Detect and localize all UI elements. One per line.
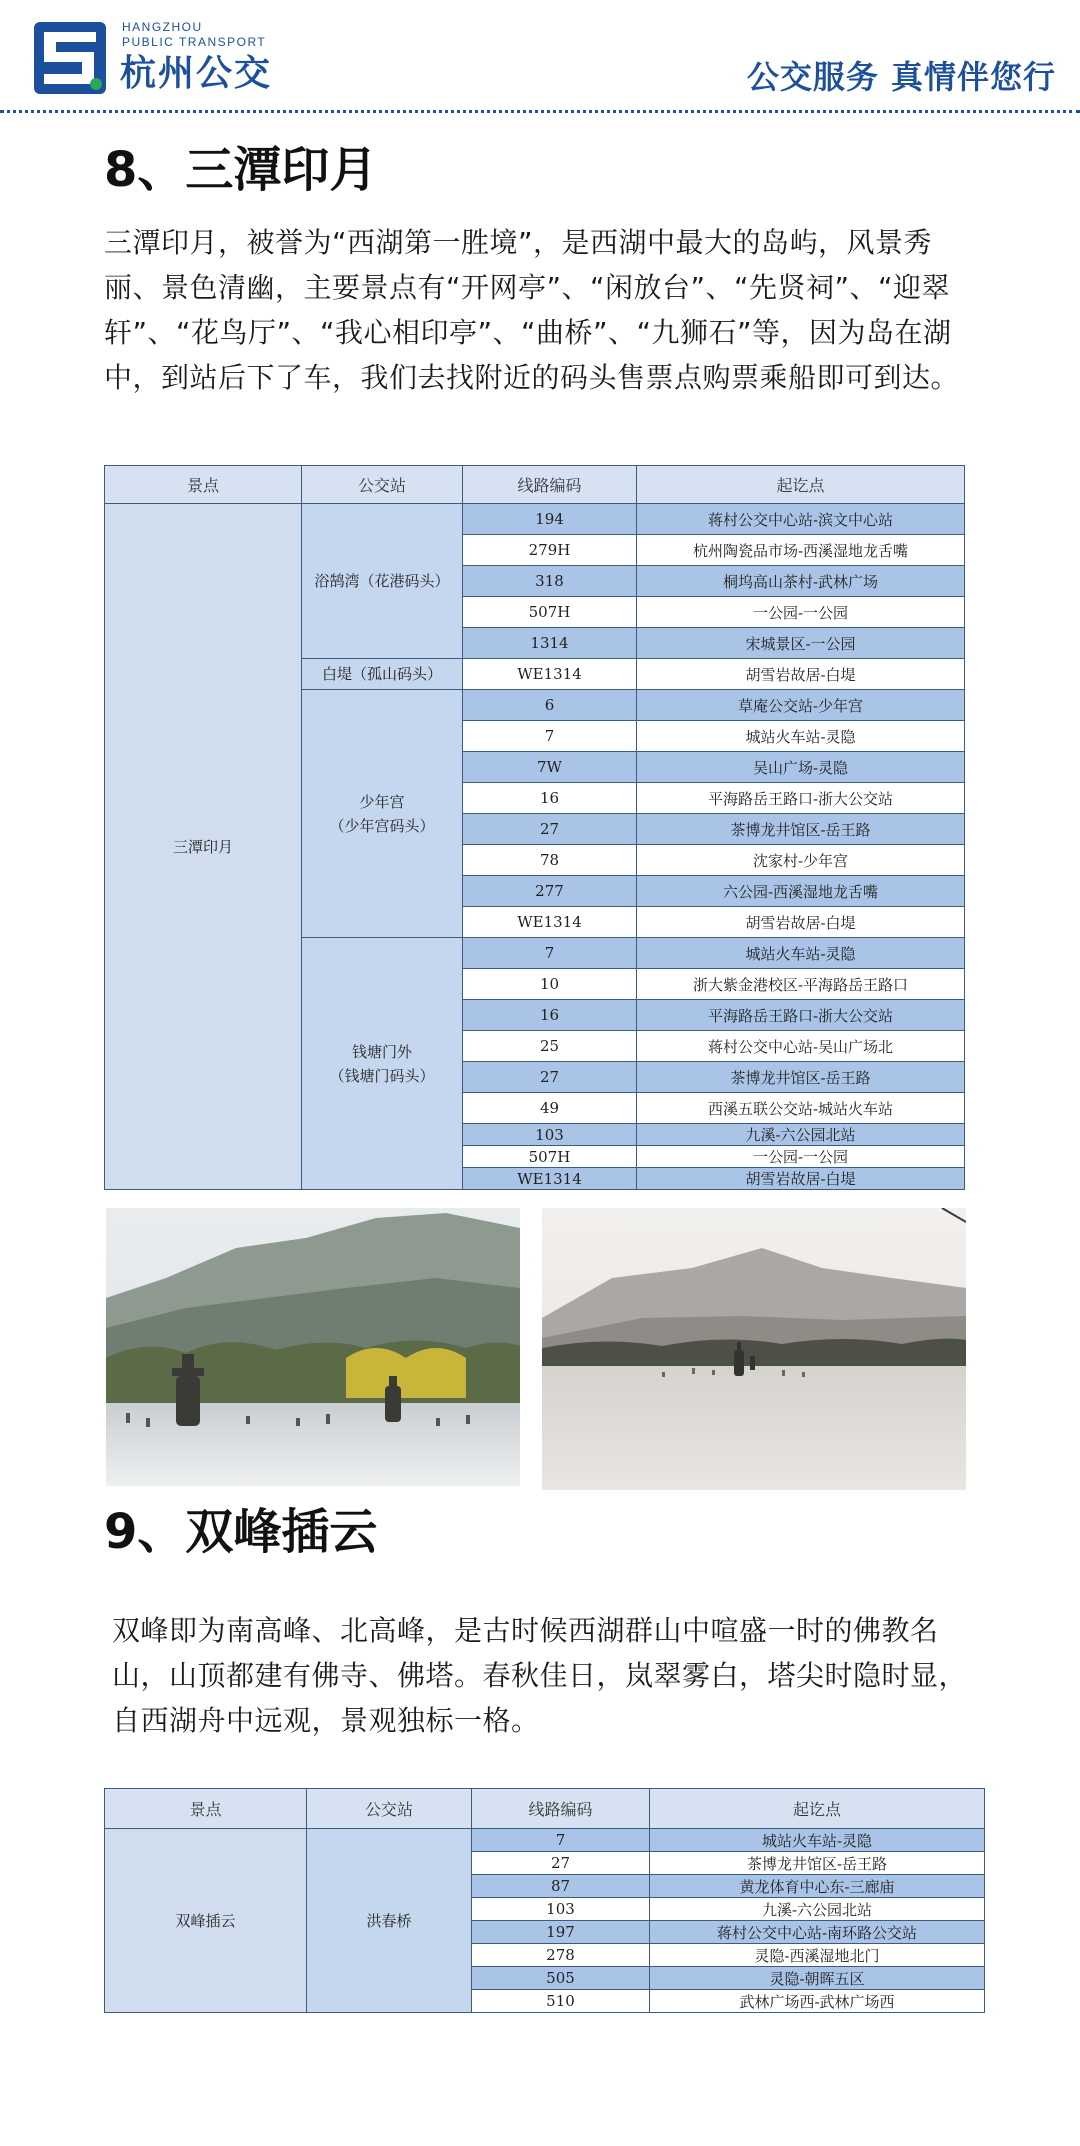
bus-stop-cell [302,504,463,659]
logo-english-text [122,20,266,50]
route-endpoints-cell: 西溪五联公交站-城站火车站 [637,1093,965,1124]
route-code-cell: 507H [463,597,637,628]
route-endpoints-cell: 蒋村公交中心站-吴山广场北 [637,1031,965,1062]
bus-stop-name: 洪春桥 [366,1911,412,1930]
route-endpoints-cell: 吴山广场-灵隐 [637,752,965,783]
column-header: 起讫点 [637,466,965,504]
table-row [105,1829,985,1852]
header-dotted-divider [0,110,1080,113]
route-code-cell: 1314 [463,628,637,659]
route-code-cell: 277 [463,876,637,907]
column-header: 线路编码 [472,1789,650,1829]
route-endpoints-cell: 宋城景区-一公园 [637,628,965,659]
route-code-cell: 103 [472,1898,650,1921]
column-header: 公交站 [302,466,463,504]
route-code-cell: 49 [463,1093,637,1124]
route-code-cell: 278 [472,1944,650,1967]
route-endpoints-cell: 胡雪岩故居-白堤 [637,907,965,938]
route-code-cell: 87 [472,1875,650,1898]
page-header [0,0,1080,112]
route-code-cell: 25 [463,1031,637,1062]
route-endpoints-cell: 茶博龙井馆区-岳王路 [650,1852,985,1875]
route-code-cell: 6 [463,690,637,721]
header-slogan: 公交服务 真情伴您行 [746,58,1056,96]
route-code-cell: 7W [463,752,637,783]
route-endpoints-cell: 平海路岳王路口-浙大公交站 [637,783,965,814]
column-header: 线路编码 [463,466,637,504]
route-code-cell: WE1314 [463,1168,637,1190]
route-code-cell: 7 [472,1829,650,1852]
table-header-row [105,1789,985,1829]
route-code-cell: 507H [463,1146,637,1168]
route-endpoints-cell: 六公园-西溪湿地龙舌嘴 [637,876,965,907]
route-endpoints-cell: 灵隐-朝晖五区 [650,1967,985,1990]
section8-bus-table [104,465,965,1190]
table-row [105,504,965,535]
hangzhou-bus-logo-icon [34,22,106,94]
section8-title: 8、三潭印月 [104,142,378,198]
route-endpoints-cell: 胡雪岩故居-白堤 [637,659,965,690]
route-endpoints-cell: 城站火车站-灵隐 [637,938,965,969]
lake-photo-left-image [106,1208,520,1486]
bus-stop-name: （钱塘门码头） [329,1066,435,1085]
route-endpoints-cell: 灵隐-西溪湿地北门 [650,1944,985,1967]
section9-paragraph: 双峰即为南高峰、北高峰，是古时候西湖群山中喧盛一时的佛教名山，山顶都建有佛寺、佛塔。春秋佳日，岚翠雾白，塔尖时隐时显，自西湖舟中远观，景观独标一格。 [112,1614,968,1737]
route-endpoints-cell: 武林广场西-武林广场西 [650,1990,985,2013]
route-code-cell: 27 [463,1062,637,1093]
spot-name-cell: 三潭印月 [105,504,302,1190]
route-endpoints-cell: 一公园-一公园 [637,1146,965,1168]
photo-lake-misty-view [542,1208,966,1490]
route-code-cell: 16 [463,783,637,814]
route-endpoints-cell: 茶博龙井馆区-岳王路 [637,1062,965,1093]
route-endpoints-cell: 蒋村公交中心站-南环路公交站 [650,1921,985,1944]
route-endpoints-cell: 茶博龙井馆区-岳王路 [637,814,965,845]
route-code-cell: 318 [463,566,637,597]
bus-stop-cell [302,938,463,1190]
column-header: 公交站 [307,1789,472,1829]
logo-chinese-text: 杭州公交 [120,53,273,94]
route-code-cell: WE1314 [463,659,637,690]
route-code-cell: 78 [463,845,637,876]
route-endpoints-cell: 平海路岳王路口-浙大公交站 [637,1000,965,1031]
route-endpoints-cell: 胡雪岩故居-白堤 [637,1168,965,1190]
column-header: 起讫点 [650,1789,985,1829]
route-code-cell: 197 [472,1921,650,1944]
route-endpoints-cell: 草庵公交站-少年宫 [637,690,965,721]
route-code-cell: 27 [472,1852,650,1875]
route-code-cell: 7 [463,938,637,969]
logo-en-line1: HANGZHOU [122,20,203,34]
section9-bus-table [104,1788,985,2013]
route-code-cell: 27 [463,814,637,845]
route-endpoints-cell: 杭州陶瓷品市场-西溪湿地龙舌嘴 [637,535,965,566]
route-endpoints-cell: 黄龙体育中心东-三廊庙 [650,1875,985,1898]
route-endpoints-cell: 一公园-一公园 [637,597,965,628]
photo-three-pools-stone-pagodas [106,1208,520,1486]
table-header-row [105,466,965,504]
bus-stop-cell [302,690,463,938]
route-endpoints-cell: 九溪-六公园北站 [650,1898,985,1921]
route-endpoints-cell: 沈家村-少年宫 [637,845,965,876]
route-endpoints-cell: 城站火车站-灵隐 [637,721,965,752]
route-code-cell: 16 [463,1000,637,1031]
route-code-cell: WE1314 [463,907,637,938]
route-code-cell: 194 [463,504,637,535]
column-header: 景点 [105,466,302,504]
spot-name-cell: 双峰插云 [105,1829,307,2013]
section9-title: 9、双峰插云 [104,1504,378,1560]
bus-stop-name: 少年宫 [359,792,405,811]
logo-en-line2: PUBLIC TRANSPORT [122,35,267,49]
bus-stop-cell [302,659,463,690]
route-code-cell: 7 [463,721,637,752]
route-endpoints-cell: 蒋村公交中心站-滨文中心站 [637,504,965,535]
bus-stop-name: （少年宫码头） [329,816,435,835]
section8-paragraph: 三潭印月，被誉为“西湖第一胜境”，是西湖中最大的岛屿，风景秀丽、景色清幽，主要景点有“开网亭”、“闲放台”、“先贤祠”、“迎翠轩”、“花鸟厅”、“我心相印亭”、“曲桥”、“九狮石”等，因为岛在湖中，到站后下了车，我们去找附近的码头售票点购票乘船即可到达。 [104,226,960,394]
bus-stop-cell [307,1829,472,2013]
lake-photo-right-image [542,1208,966,1490]
bus-stop-name: 浴鹄湾（花港码头） [314,572,450,590]
route-endpoints-cell: 桐坞高山茶村-武林广场 [637,566,965,597]
route-endpoints-cell: 城站火车站-灵隐 [650,1829,985,1852]
route-code-cell: 10 [463,969,637,1000]
column-header: 景点 [105,1789,307,1829]
route-code-cell: 103 [463,1124,637,1146]
route-code-cell: 505 [472,1967,650,1990]
route-endpoints-cell: 九溪-六公园北站 [637,1124,965,1146]
route-endpoints-cell: 浙大紫金港校区-平海路岳王路口 [637,969,965,1000]
bus-stop-name: 钱塘门外 [351,1042,412,1061]
route-code-cell: 510 [472,1990,650,2013]
bus-stop-name: 白堤（孤山码头） [321,665,442,683]
route-code-cell: 279H [463,535,637,566]
